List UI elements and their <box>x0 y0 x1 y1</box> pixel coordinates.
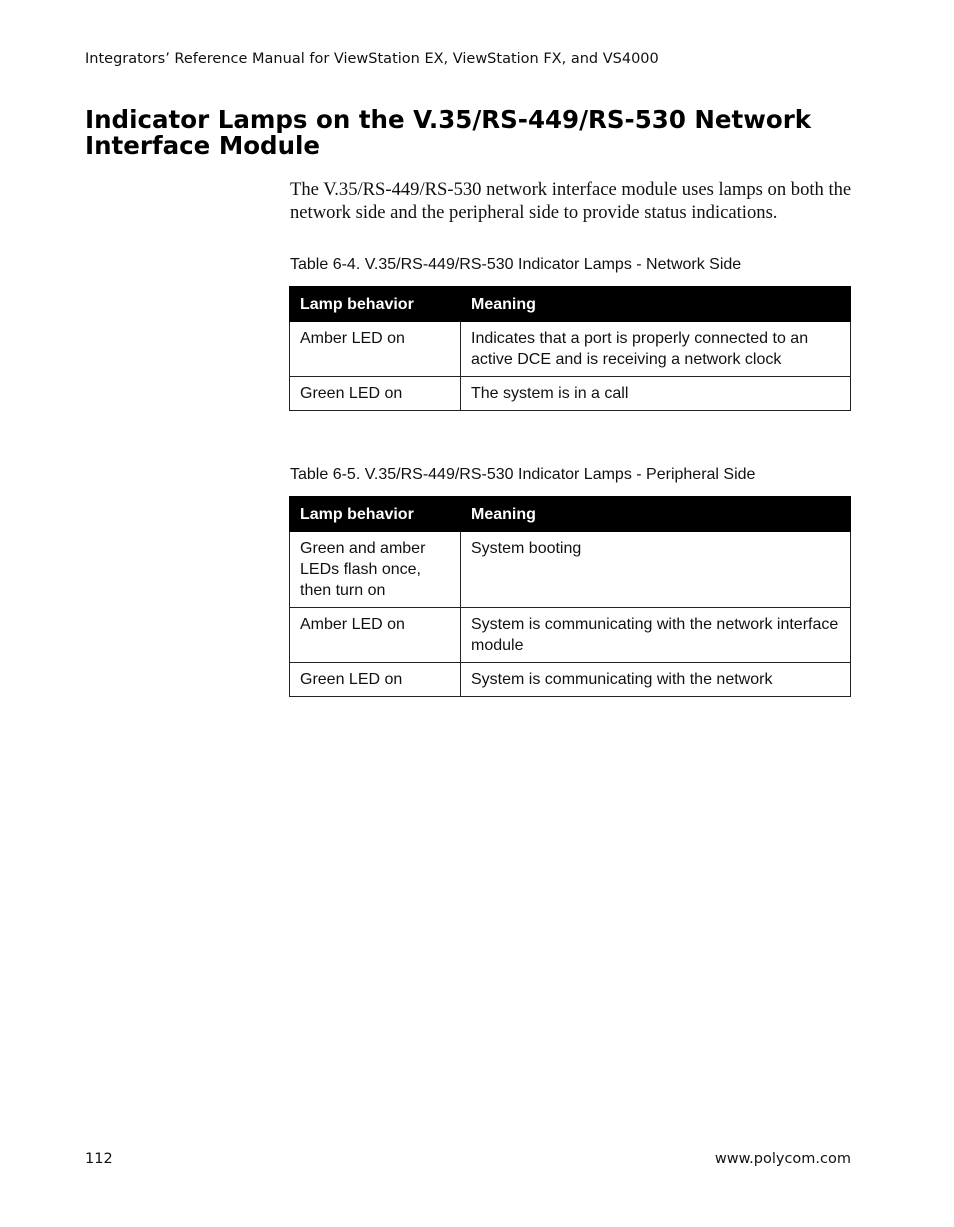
table-row <box>290 532 851 608</box>
column-header-meaning: Meaning <box>461 497 851 532</box>
peripheral-side-lamps-table <box>289 496 851 697</box>
table-header-row <box>290 287 851 322</box>
network-side-lamps-table <box>289 286 851 411</box>
footer-url: www.polycom.com <box>714 1151 851 1167</box>
lamp-behavior-cell: Green LED on <box>290 663 461 697</box>
running-header: Integrators’ Reference Manual for ViewStation EX, ViewStation FX, and VS4000 <box>85 51 659 67</box>
table-row <box>290 663 851 697</box>
intro-paragraph: The V.35/RS-449/RS-530 network interface module uses lamps on both the network side and the peripheral side to provide status indications. <box>290 179 852 223</box>
column-header-lamp-behavior: Lamp behavior <box>290 497 461 532</box>
meaning-cell: System is communicating with the network interface module <box>461 608 851 663</box>
table-row <box>290 377 851 411</box>
meaning-cell: System booting <box>461 532 851 608</box>
table-6-4-caption: Table 6-4. V.35/RS-449/RS-530 Indicator Lamps - Network Side <box>290 256 742 273</box>
table-6-5-caption: Table 6-5. V.35/RS-449/RS-530 Indicator Lamps - Peripheral Side <box>290 466 756 483</box>
table-row <box>290 322 851 377</box>
lamp-behavior-cell: Amber LED on <box>290 322 461 377</box>
column-header-lamp-behavior: Lamp behavior <box>290 287 461 322</box>
table-row <box>290 608 851 663</box>
column-header-meaning: Meaning <box>461 287 851 322</box>
meaning-cell: The system is in a call <box>461 377 851 411</box>
lamp-behavior-cell: Green LED on <box>290 377 461 411</box>
table-header-row <box>290 497 851 532</box>
section-title: Indicator Lamps on the V.35/RS-449/RS-530 Network Interface Module <box>85 105 812 160</box>
meaning-cell: Indicates that a port is properly connected to an active DCE and is receiving a network clock <box>461 322 851 377</box>
page-number: 112 <box>85 1151 113 1167</box>
meaning-cell: System is communicating with the network <box>461 663 851 697</box>
lamp-behavior-cell: Amber LED on <box>290 608 461 663</box>
lamp-behavior-cell: Green and amber LEDs flash once, then turn on <box>290 532 461 608</box>
